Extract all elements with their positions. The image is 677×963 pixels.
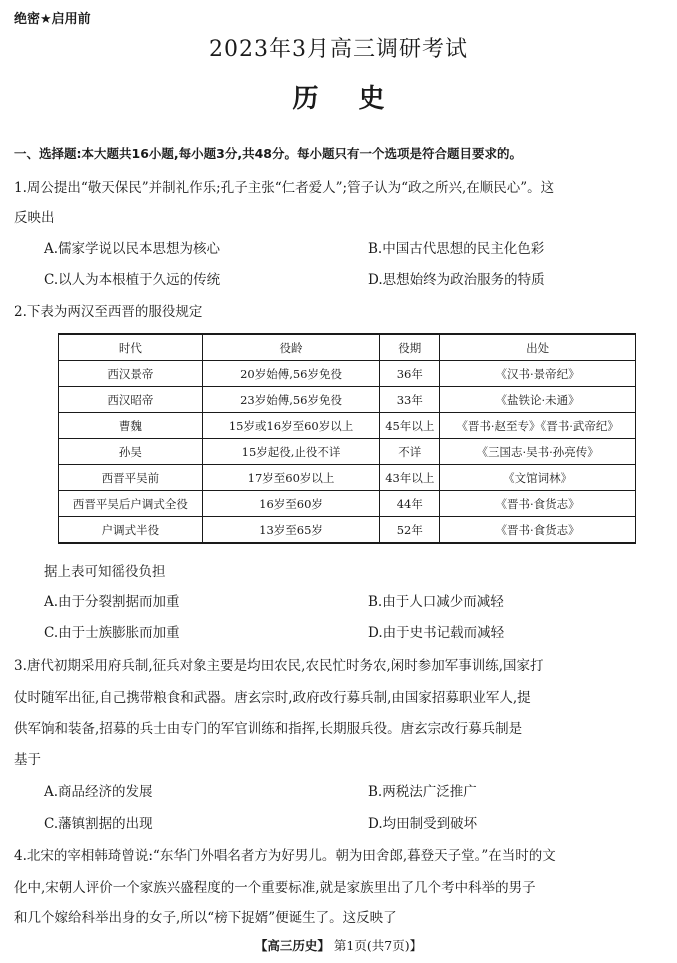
question-2-stem: 2.下表为两汉至西晋的服役规定 xyxy=(14,304,203,320)
table-cell: 《汉书·景帝纪》 xyxy=(440,361,636,387)
q1-option-d: D.思想始终为政治服务的特质 xyxy=(368,272,545,288)
table-row xyxy=(59,465,636,491)
q1-option-b: B.中国古代思想的民主化色彩 xyxy=(368,241,545,257)
q3-option-b: B.两税法广泛推广 xyxy=(368,784,477,800)
question-3-line-3: 供军饷和装备,招募的兵士由专门的军官训练和指挥,长期服兵役。唐玄宗改行募兵制是 xyxy=(14,721,523,737)
table-header-row xyxy=(59,334,636,361)
table-row xyxy=(59,491,636,517)
table-cell: 《晋书·食货志》 xyxy=(440,491,636,517)
table-cell: 户调式半役 xyxy=(59,517,203,544)
table-cell: 西汉昭帝 xyxy=(59,387,203,413)
table-cell: 43年以上 xyxy=(380,465,440,491)
q2-option-c: C.由于士族膨胀而加重 xyxy=(44,625,180,641)
table-header-age: 役龄 xyxy=(202,334,380,361)
table-header-term: 役期 xyxy=(380,334,440,361)
table-cell: 《盐铁论·未通》 xyxy=(440,387,636,413)
question-4-line-2: 化中,宋朝人评价一个家族兴盛程度的一个重要标准,就是家族里出了几个考中科举的男子 xyxy=(14,880,536,896)
table-cell: 《三国志·吴书·孙亮传》 xyxy=(440,439,636,465)
page-number: 第1页(共7页)】 xyxy=(333,938,423,953)
table-row xyxy=(59,361,636,387)
table-cell: 13岁至65岁 xyxy=(202,517,380,544)
table-cell: 孙吴 xyxy=(59,439,203,465)
table-header-source: 出处 xyxy=(440,334,636,361)
question-3-line-2: 仗时随军出征,自己携带粮食和武器。唐玄宗时,政府改行募兵制,由国家招募职业军人,提 xyxy=(14,690,531,706)
table-header-era: 时代 xyxy=(59,334,203,361)
question-4-line-1: 4.北宋的宰相韩琦曾说:“东华门外唱名者方为好男儿。朝为田舍郎,暮登天子堂。”在当时的文 xyxy=(14,848,556,864)
service-table xyxy=(58,333,636,544)
table-row xyxy=(59,387,636,413)
table-cell: 不详 xyxy=(380,439,440,465)
table-cell: 西汉景帝 xyxy=(59,361,203,387)
table-cell: 23岁始傅,56岁免役 xyxy=(202,387,380,413)
table-cell: 《晋书·食货志》 xyxy=(440,517,636,544)
q2-option-b: B.由于人口减少而减轻 xyxy=(368,594,504,610)
page-footer xyxy=(0,936,677,954)
q1-option-a: A.儒家学说以民本思想为核心 xyxy=(44,241,221,257)
q3-option-c: C.藩镇割据的出现 xyxy=(44,816,153,832)
table-cell: 33年 xyxy=(380,387,440,413)
table-cell: 西晋平吴前 xyxy=(59,465,203,491)
table-cell: 17岁至60岁以上 xyxy=(202,465,380,491)
question-3-line-4: 基于 xyxy=(14,752,41,768)
table-row xyxy=(59,439,636,465)
table-cell: 15岁起役,止役不详 xyxy=(202,439,380,465)
table-cell: 45年以上 xyxy=(380,413,440,439)
table-cell: 《文馆词林》 xyxy=(440,465,636,491)
table-cell: 44年 xyxy=(380,491,440,517)
question-2-prompt: 据上表可知徭役负担 xyxy=(44,564,166,580)
question-3-line-1: 3.唐代初期采用府兵制,征兵对象主要是均田农民,农民忙时务农,闲时参加军事训练,国家打 xyxy=(14,658,544,674)
question-4-line-3: 和几个嫁给科举出身的女子,所以“榜下捉婿”便诞生了。这反映了 xyxy=(14,910,397,926)
table-cell: 15岁或16岁至60岁以上 xyxy=(202,413,380,439)
table-cell: 曹魏 xyxy=(59,413,203,439)
table-cell: 36年 xyxy=(380,361,440,387)
exam-title: 2023年3月高三调研考试 xyxy=(209,37,468,62)
footer-label: 【高三历史】 xyxy=(254,938,330,953)
table-cell: 16岁至60岁 xyxy=(202,491,380,517)
table-cell: 《晋书·赵至专》《晋书·武帝纪》 xyxy=(440,413,636,439)
q2-option-d: D.由于史书记载而减轻 xyxy=(368,625,505,641)
q2-option-a: A.由于分裂割据而加重 xyxy=(44,594,180,610)
section-instructions: 一、选择题:本大题共16小题,每小题3分,共48分。每小题只有一个选项是符合题目要求的。 xyxy=(14,146,522,161)
table-cell: 52年 xyxy=(380,517,440,544)
table-row xyxy=(59,517,636,544)
confidential-label: 绝密★启用前 xyxy=(14,12,91,27)
q1-option-c: C.以人为本根植于久远的传统 xyxy=(44,272,221,288)
question-1-line-1: 1.周公提出“敬天保民”并制礼作乐;孔子主张“仁者爱人”;管子认为“政之所兴,在顺民心”。这 xyxy=(14,180,555,196)
table-cell: 西晋平吴后户调式全役 xyxy=(59,491,203,517)
table-cell: 20岁始傅,56岁免役 xyxy=(202,361,380,387)
subject-title: 历史 xyxy=(292,84,425,114)
question-1-line-2: 反映出 xyxy=(14,210,55,226)
table-row xyxy=(59,413,636,439)
q3-option-d: D.均田制受到破坏 xyxy=(368,816,478,832)
q3-option-a: A.商品经济的发展 xyxy=(44,784,153,800)
